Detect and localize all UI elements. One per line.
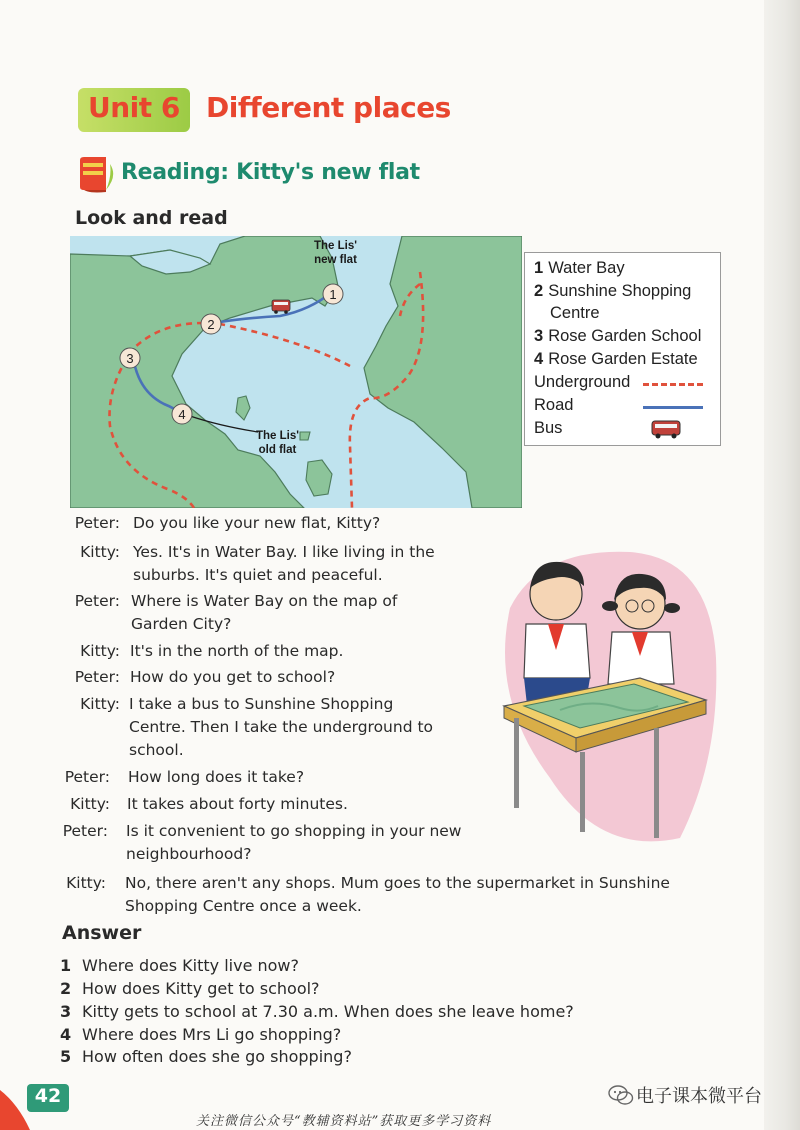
legend-num: 3 xyxy=(534,327,544,345)
speaker-name: Peter: xyxy=(74,668,120,686)
dialogue-line: neighbourhood? xyxy=(126,845,252,863)
legend-item xyxy=(534,259,625,278)
wechat-icon xyxy=(608,1084,634,1106)
new-flat-label xyxy=(314,239,357,267)
map-legend xyxy=(524,252,721,446)
unit-title: Different places xyxy=(206,91,451,124)
dialogue-line: Shopping Centre once a week. xyxy=(125,897,362,915)
legend-underground-swatch xyxy=(643,383,703,386)
marker-2-text: 2 xyxy=(207,317,215,332)
question-item xyxy=(60,1047,352,1066)
look-and-read-heading: Look and read xyxy=(75,207,228,229)
speaker-name: Peter: xyxy=(64,768,110,786)
legend-item xyxy=(534,350,698,369)
dialogue-line: How long does it take? xyxy=(128,768,305,786)
legend-text: Rose Garden Estate xyxy=(548,350,698,368)
map-island xyxy=(300,432,310,440)
map-marker-4 xyxy=(172,404,192,424)
old-flat-label-line: The Lis' xyxy=(256,430,299,442)
dialogue-line: Garden City? xyxy=(131,615,232,633)
legend-text: Water Bay xyxy=(548,259,625,277)
dialogue-line: school. xyxy=(129,741,184,759)
garden-city-map xyxy=(70,236,522,508)
legend-bus-label: Bus xyxy=(534,419,563,437)
question-text: How often does she go shopping? xyxy=(82,1047,352,1066)
dialogue-line: Centre. Then I take the underground to xyxy=(129,718,434,736)
new-flat-label-line: The Lis' xyxy=(314,240,357,252)
map-marker-2 xyxy=(201,314,221,334)
legend-text: Sunshine Shopping xyxy=(548,282,692,300)
question-item xyxy=(60,979,320,998)
speaker-name: Kitty: xyxy=(70,795,110,813)
page-number: 42 xyxy=(34,1085,62,1107)
question-number: 4 xyxy=(60,1025,72,1044)
question-number: 2 xyxy=(60,979,72,998)
map-marker-3 xyxy=(120,348,140,368)
legend-item xyxy=(550,304,600,323)
question-number: 3 xyxy=(60,1002,72,1021)
old-flat-label-line: old flat xyxy=(258,444,297,456)
map-marker-1 xyxy=(323,284,343,304)
question-number: 5 xyxy=(60,1047,72,1066)
dialogue-line: Do you like your new flat, Kitty? xyxy=(133,514,381,532)
question-item xyxy=(60,1025,341,1044)
dialogue-line: Is it convenient to go shopping in your new xyxy=(126,822,462,840)
map-graphic xyxy=(70,236,522,508)
unit-label: Unit 6 xyxy=(88,91,180,124)
legend-item xyxy=(534,327,701,346)
speaker-name: Kitty: xyxy=(80,543,120,561)
dialogue-line: It takes about forty minutes. xyxy=(127,795,348,813)
speaker-name: Peter: xyxy=(74,592,120,610)
legend-item xyxy=(534,282,691,301)
legend-num: 4 xyxy=(534,350,544,368)
dialogue-line: I take a bus to Sunshine Shopping xyxy=(129,695,394,713)
dialogue-line: Yes. It's in Water Bay. I like living in the xyxy=(133,543,435,561)
dialogue-line: suburbs. It's quiet and peaceful. xyxy=(133,566,383,584)
speaker-name: Kitty: xyxy=(66,874,106,892)
question-number: 1 xyxy=(60,956,72,975)
bus-icon xyxy=(651,419,681,439)
footer-note: 关注微信公众号“教辅资料站”获取更多学习资料 xyxy=(196,1114,492,1129)
legend-num: 2 xyxy=(534,282,544,300)
watermark-text: 电子课本微平台 xyxy=(636,1086,762,1107)
legend-text: Rose Garden School xyxy=(548,327,702,345)
children-map-illustration xyxy=(480,538,720,856)
new-flat-label-line: new flat xyxy=(314,254,357,266)
page-corner-decoration xyxy=(0,1090,30,1130)
legend-num: 1 xyxy=(534,259,544,277)
legend-underground-label: Underground xyxy=(534,373,631,391)
marker-4-text: 4 xyxy=(178,407,186,422)
marker-3-text: 3 xyxy=(126,351,134,366)
question-text: Where does Kitty live now? xyxy=(82,956,300,975)
speaker-name: Peter: xyxy=(62,822,108,840)
answer-heading: Answer xyxy=(62,922,142,944)
dialogue-line: Where is Water Bay on the map of xyxy=(131,592,398,610)
dialogue-line: How do you get to school? xyxy=(130,668,336,686)
question-text: Kitty gets to school at 7.30 a.m. When does she leave home? xyxy=(82,1002,574,1021)
legend-text: Centre xyxy=(550,304,600,322)
question-item xyxy=(60,1002,574,1021)
legend-road-label: Road xyxy=(534,396,574,414)
speaker-name: Kitty: xyxy=(80,642,120,660)
question-text: How does Kitty get to school? xyxy=(82,979,320,998)
page-edge xyxy=(764,0,800,1130)
question-text: Where does Mrs Li go shopping? xyxy=(82,1025,342,1044)
legend-road-swatch xyxy=(643,406,703,409)
old-flat-label xyxy=(256,429,299,457)
speaker-name: Peter: xyxy=(74,514,120,532)
marker-1-text: 1 xyxy=(329,287,337,302)
book-icon xyxy=(76,154,116,196)
reading-title: Reading: Kitty's new flat xyxy=(121,160,420,185)
speaker-name: Kitty: xyxy=(80,695,120,713)
question-item xyxy=(60,956,299,975)
dialogue-line: No, there aren't any shops. Mum goes to the supermarket in Sunshine xyxy=(125,874,670,892)
dialogue-line: It's in the north of the map. xyxy=(130,642,344,660)
